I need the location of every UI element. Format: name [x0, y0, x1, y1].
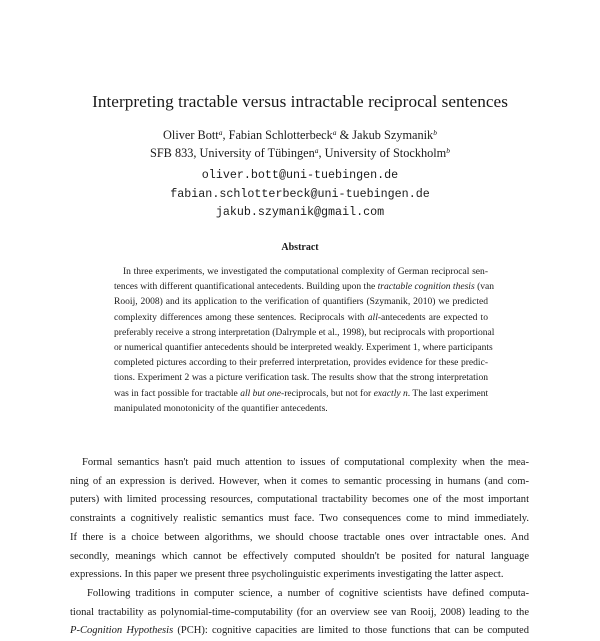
abstract-line: manipulated monotonicity of the quantifier antecedents.: [114, 402, 328, 414]
body-text: [70, 454, 529, 641]
affiliation-line: [0, 144, 600, 162]
body-line: If there is a choice between algorithms, we should choose tractable ones over intractable ones. And: [70, 531, 529, 543]
abstract-line: was in fact possible for tractable all but one-reciprocals, but not for exactly n. The last experiment: [114, 387, 489, 399]
emphasis: all: [367, 311, 378, 323]
abstract-line: complexity differences among these sentences. Reciprocals with all-antecedents are expected to: [114, 311, 488, 323]
author-affiliation-mark: b: [433, 128, 437, 137]
abstract-heading: Abstract: [281, 242, 319, 253]
body-line: Formal semantics hasn't paid much attention to issues of computational complexity when the mea-: [82, 457, 529, 468]
body-line: puters) with limited processing resources, computational tractability becomes one of the most important: [70, 494, 529, 506]
abstract-line: preferably receive a strong interpretation (Dalrymple et al., 1998), but reciprocals with proportional: [114, 326, 495, 338]
abstract-line: tences with different quantificational antecedents. Building upon the tractable cognition thesis (van: [114, 281, 495, 293]
body-line: expressions. In this paper we present three psycholinguistic experiments investigating the latter aspect.: [70, 569, 504, 581]
author-separator: ,: [222, 128, 229, 142]
author-separator: &: [336, 128, 353, 142]
abstract-line: In three experiments, we investigated the computational complexity of German reciprocal sen-: [123, 266, 488, 277]
author-email: oliver.bott@uni-tuebingen.de: [201, 168, 399, 182]
author-affiliation-mark: a: [218, 128, 223, 137]
emphasis: exactly n: [373, 387, 408, 399]
author-email: fabian.schlotterbeck@uni-tuebingen.de: [170, 186, 430, 201]
emphasis: tractable cognition thesis: [377, 281, 475, 293]
body-line: tional tractability as polynomial-time-computability (for an overview see van Rooij, 2008) leading to the: [70, 606, 529, 618]
affiliation-separator: ,: [318, 146, 325, 160]
emphasis: P-Cognition Hypothesis: [70, 625, 174, 637]
author-email: jakub.szymanik@gmail.com: [215, 205, 385, 219]
author-block: [0, 126, 600, 162]
affiliation-name: University of Stockholm: [324, 146, 447, 160]
body-line: P-Cognition Hypothesis (PCH): cognitive capacities are limited to those functions that can be computed: [70, 625, 529, 637]
author-name: Jakub Szymanik: [352, 128, 434, 142]
affiliation-mark: b: [446, 146, 451, 155]
abstract-line: or numerical quantifier antecedents should be interpreted weakly. Experiment 1, where participants: [114, 342, 493, 354]
author-line: [0, 126, 600, 144]
affiliation-name: SFB 833, University of Tübingen: [149, 146, 315, 160]
abstract-text: [114, 264, 495, 416]
abstract-line: completed pictures according to their preferred interpretation, provides evidence for these predic-: [114, 357, 488, 369]
emphasis: all but one: [240, 387, 282, 399]
email-block: [0, 166, 600, 222]
abstract-line: tions. Experiment 2 was a picture verification task. The results show that the strong interpretation: [114, 372, 488, 384]
paper-title: Interpreting tractable versus intractable reciprocal sentences: [92, 92, 508, 111]
body-line: ning of an expression is derived. However, when it comes to semantic processing in humans (and com-: [70, 475, 529, 487]
author-name: Oliver Bott: [163, 128, 219, 142]
author-affiliation-mark: a: [332, 128, 337, 137]
body-line: Following traditions in computer science, a number of cognitive scientists have defined computa-: [87, 587, 529, 599]
body-line: constraints a cognitively realistic semantics must face. Two consequences come to mind immediately.: [70, 513, 529, 525]
body-line: secondly, meanings which cannot be effectively computed shouldn't be posited for natural language: [70, 550, 529, 562]
author-name: Fabian Schlotterbeck: [228, 128, 333, 142]
affiliation-mark: a: [314, 146, 319, 155]
abstract-line: Rooij, 2008) and its application to the verification of quantifiers (Szymanik, 2010) we predicted: [114, 296, 488, 308]
